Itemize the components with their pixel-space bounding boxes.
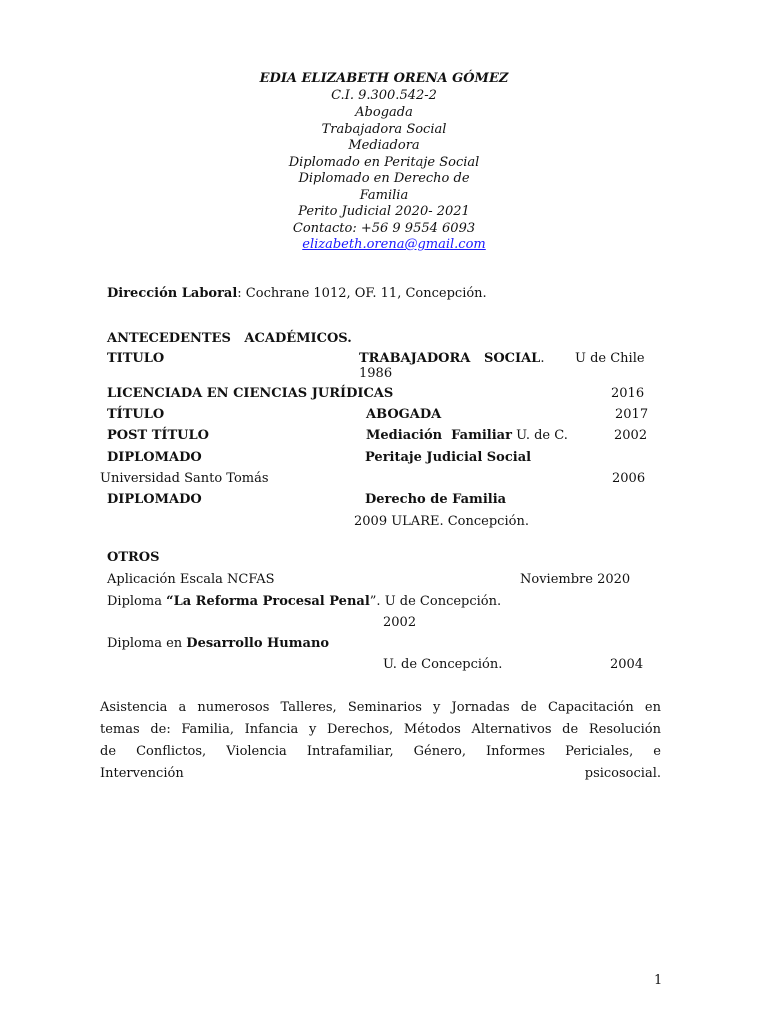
row4-year: 2002 <box>614 428 648 443</box>
email-line <box>10 237 768 253</box>
row6-title: Derecho de Familia <box>365 492 507 507</box>
email-link[interactable]: elizabeth.orena@gmail.com <box>302 237 486 252</box>
otros-item2-suffix: ”. U de Concepción. <box>369 594 502 609</box>
person-name: EDIA ELIZABETH ORENA GÓMEZ <box>259 71 509 86</box>
asistencia-line-2 <box>100 722 661 738</box>
otros-item3 <box>107 636 329 651</box>
row4-title-text: Mediación Familiar <box>366 428 512 443</box>
row3-label: TÍTULO <box>107 407 165 422</box>
diplomado-derecho-line1: Diplomado en Derecho de <box>298 171 470 186</box>
ci-number: C.I. 9.300.542-2 <box>331 88 437 103</box>
asistencia-line-4 <box>100 766 661 782</box>
row1-label: TITULO <box>107 351 165 366</box>
row2-label: LICENCIADA EN CIENCIAS JURÍDICAS <box>107 386 394 401</box>
otros-item1-text: Aplicación Escala NCFAS <box>107 572 275 587</box>
profession-abogada: Abogada <box>355 105 413 120</box>
row1-title-text: TRABAJADORA SOCIAL <box>359 351 541 366</box>
row4-institution: U. de C. <box>511 428 568 443</box>
asistencia-line-4-left: Intervención <box>100 766 184 781</box>
asistencia-line-1-text: Asistencia a numerosos Talleres, Seminarios y Jornadas de Capacitación en <box>100 700 661 715</box>
asistencia-line-2-text: temas de: Familia, Infancia y Derechos, Métodos Alternativos de Resolución <box>100 722 661 737</box>
direccion-value: : Cochrane 1012, OF. 11, Concepción. <box>237 286 487 301</box>
direccion-label: Dirección Laboral <box>107 286 238 301</box>
diplomado-peritaje: Diplomado en Peritaje Social <box>288 155 480 170</box>
row6-detail: 2009 ULARE. Concepción. <box>354 514 529 529</box>
asistencia-line-4-right: psicosocial. <box>584 766 661 781</box>
row1-title <box>359 351 544 366</box>
profession-trabajadora-social: Trabajadora Social <box>321 122 447 137</box>
asistencia-line-1 <box>100 700 661 716</box>
row6-label: DIPLOMADO <box>107 492 202 507</box>
otros-item3-bold: Desarrollo Humano <box>186 636 330 651</box>
contact-phone: Contacto: +56 9 9554 6093 <box>292 221 476 236</box>
asistencia-line-3 <box>100 744 661 760</box>
otros-item2 <box>107 594 501 609</box>
otros-item2-bold: “La Reforma Procesal Penal <box>166 594 370 609</box>
diplomado-derecho-line2: Familia <box>359 188 409 203</box>
perito-judicial: Perito Judicial 2020- 2021 <box>298 204 470 219</box>
otros-item1-date: Noviembre 2020 <box>520 572 631 587</box>
row2-year: 2016 <box>611 386 645 401</box>
row4-label: POST TÍTULO <box>107 428 209 443</box>
row1-title-suffix: . <box>540 351 545 366</box>
otros-item3-institution: U. de Concepción. <box>383 657 503 672</box>
row4-title <box>366 428 568 443</box>
direccion-laboral <box>107 286 487 301</box>
page-number: 1 <box>654 973 663 988</box>
row3-year: 2017 <box>615 407 649 422</box>
row5-title: Peritaje Judicial Social <box>365 450 532 465</box>
otros-item2-year: 2002 <box>383 615 417 630</box>
row5-label: DIPLOMADO <box>107 450 202 465</box>
academicos-heading: ANTECEDENTES ACADÉMICOS. <box>107 331 352 346</box>
asistencia-line-3-text: de Conflictos, Violencia Intrafamiliar, Género, Informes Periciales, e <box>100 744 661 759</box>
otros-item2-prefix: Diploma <box>107 594 167 609</box>
row3-title: ABOGADA <box>366 407 442 422</box>
row1-institution: U de Chile <box>575 351 645 366</box>
row5-institution: Universidad Santo Tomás <box>100 471 269 486</box>
otros-heading: OTROS <box>107 550 160 565</box>
otros-item3-prefix: Diploma en <box>107 636 187 651</box>
profession-mediadora: Mediadora <box>348 138 420 153</box>
otros-item3-year: 2004 <box>610 657 644 672</box>
row1-year: 1986 <box>359 366 393 381</box>
row5-year: 2006 <box>612 471 646 486</box>
